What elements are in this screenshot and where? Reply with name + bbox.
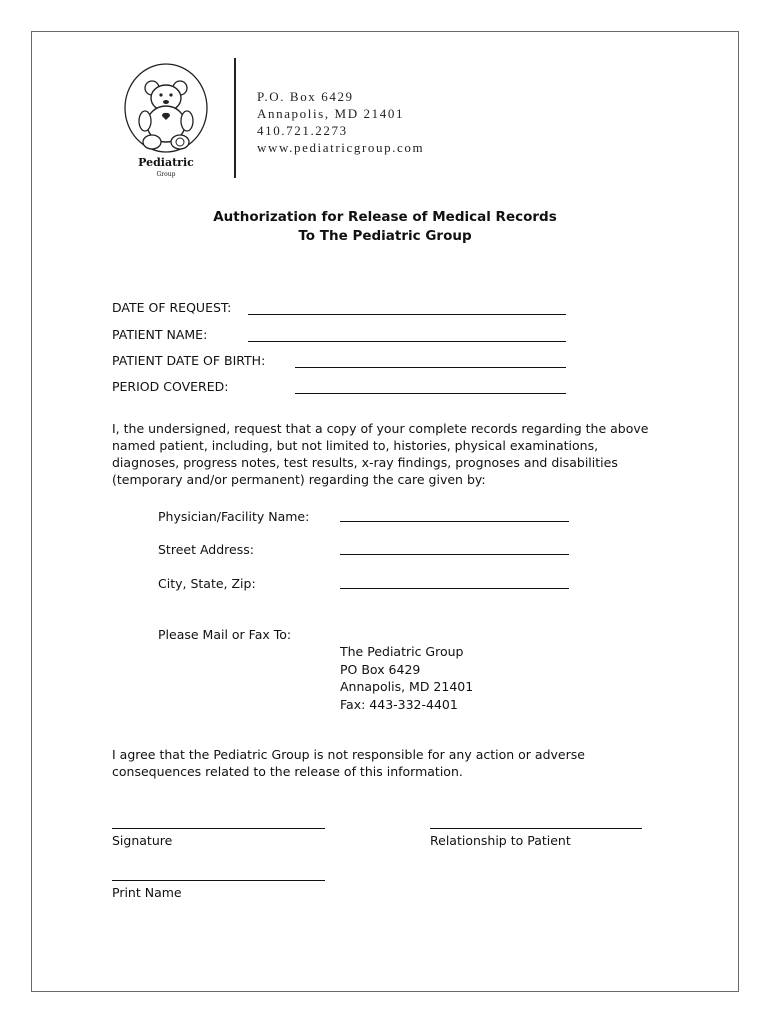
address-po-box: P.O. Box 6429 (257, 89, 354, 104)
patient-name-line[interactable] (248, 341, 566, 342)
mail-line-po-box: PO Box 6429 (340, 661, 421, 677)
relationship-label: Relationship to Patient (430, 833, 571, 848)
mail-address-block (340, 643, 473, 713)
physician-name-line[interactable] (340, 521, 569, 523)
mail-fax-label: Please Mail or Fax To: (158, 627, 292, 642)
street-address-label: Street Address: (158, 542, 254, 557)
request-paragraph: I, the undersigned, request that a copy of your complete records regarding the above named patient, including, but not limited to, histories, physical examinations, diagnoses, progress notes, test results, x-ray findings, prognoses and disabilities (temporary and/or permanent) regarding the care given by: (112, 421, 649, 487)
title-line-2: To The Pediatric Group (298, 228, 472, 244)
agreement-paragraph: I agree that the Pediatric Group is not responsible for any action or adverse consequences related to the release of this information. (112, 747, 585, 779)
mail-line-org: The Pediatric Group (340, 644, 464, 659)
date-of-request-line[interactable] (248, 314, 566, 315)
title-line-1: Authorization for Release of Medical Records (213, 209, 557, 225)
address-block (257, 88, 424, 156)
mail-line-fax: Fax: 443-332-4401 (340, 696, 458, 712)
date-of-request-label: DATE OF REQUEST: (112, 300, 232, 315)
print-name-label: Print Name (112, 885, 182, 900)
address-phone: 410.721.2273 (257, 123, 348, 138)
city-state-zip-line[interactable] (340, 588, 569, 590)
address-city: Annapolis, MD 21401 (257, 106, 405, 121)
period-covered-label: PERIOD COVERED: (112, 379, 229, 394)
signature-line[interactable] (112, 828, 325, 829)
patient-name-label: PATIENT NAME: (112, 327, 208, 342)
mail-line-city: Annapolis, MD 21401 (340, 679, 474, 694)
teddy-bear-logo (120, 58, 212, 186)
city-state-zip-label: City, State, Zip: (158, 576, 256, 591)
address-website[interactable]: www.pediatricgroup.com (257, 140, 425, 155)
signature-label: Signature (112, 833, 173, 848)
logo-caption (120, 58, 121, 59)
document-title (0, 208, 770, 246)
period-covered-line[interactable] (295, 393, 566, 394)
relationship-line[interactable] (430, 828, 642, 829)
svg-text:Group: Group (156, 171, 176, 178)
header-divider (234, 58, 236, 178)
print-name-line[interactable] (112, 880, 325, 881)
street-address-line[interactable] (340, 554, 569, 556)
svg-text:Pediatric: Pediatric (138, 156, 194, 169)
patient-dob-line[interactable] (295, 367, 566, 368)
patient-dob-label: PATIENT DATE OF BIRTH: (112, 353, 266, 368)
physician-name-label: Physician/Facility Name: (158, 509, 310, 524)
